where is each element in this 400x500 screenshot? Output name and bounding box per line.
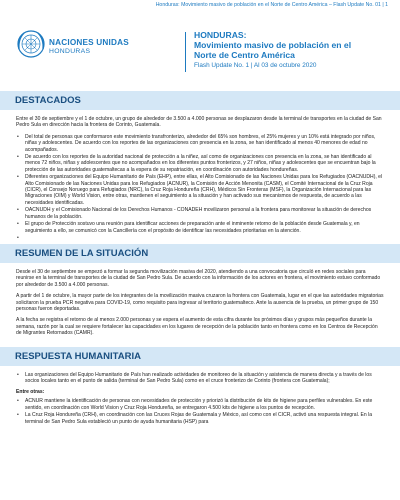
list-item: • Las organizaciones del Equipo Humanitario de País han realizado actividades de monitoreo de la situación y asistencia de manera directa y a través de los socios locales tanto en el punto de salida (terminal de San Pedro Sula) como en el cruce fronterizo de Corinto (frontera con Guatemala); xyxy=(16,372,384,385)
destacados-list xyxy=(16,134,384,234)
list-item: • La Cruz Roja Hondureña (CRH), en coordinación con las Cruces Rojas de Guatemala y México, así como con el CICR, activó una respuesta integral. En la terminal de San Pedro Sula estableció un punto de ayuda humanitaria (HSP) para xyxy=(16,412,384,425)
list-item: • Diferentes organizaciones del Equipo Humanitario de País (EHP), entre ellas, el Alto Comisionado de las Naciones Unidas para los Refugiados (OACNUDH), el Alto Comisionado de las Naciones Unidas para los Refugiados (ACNUR), la Comisión de Acción Menonita (CASM), el Comité Internacional de la Cruz Roja (CICR), el Consejo Noruego para Refugiados (NRC), la Cruz Roja Hondureña (CRH), Médicos Sin Fronteras (MSF), la Organización Internacional para las Migraciones (OIM) y World Vision, entre otras, mantienen el seguimiento a la situación y han activado sus mecanismos de respuesta, de acuerdo a las necesidades identificadas. xyxy=(16,174,384,206)
entre-otras-list xyxy=(16,398,384,425)
title-line-3: Norte de Centro América xyxy=(194,50,295,60)
section-heading-respuesta: RESPUESTA HUMANITARIA xyxy=(0,347,400,366)
list-item: • El grupo de Protección sostuvo una reunión para identificar acciones de preparación ante el inminente retorno de la población desde Guatemala y, en seguimiento a ello, se comunicó con la Cancillería con el propósito de identificar las necesidades prioritarias en la atención. xyxy=(16,221,384,234)
top-bar xyxy=(0,0,400,14)
org-country: HONDURAS xyxy=(49,48,91,55)
list-item: • De acuerdo con los reportes de la autoridad nacional de protección a la niñez, así como de organizaciones con presencia en la zona, se han identificado al menos 72 niños, niñas y adolescentes que no acompañados en los diferentes puntos fronterizos, y 27 niños, niñas y adolescentes que se encuentran bajo la protección de las autoridades guatemaltecas a la espera de su repatriación, en coordinación con autoridades hondureñas. xyxy=(16,154,384,173)
title-line-1: HONDURAS: xyxy=(194,30,247,40)
section-heading-resumen: RESUMEN DE LA SITUACIÓN xyxy=(0,244,400,263)
destacados-intro: Entre el 30 de septiembre y el 1 de octubre, un grupo de alrededor de 3.500 a 4.000 personas se desplazaron desde la terminal de transportes en la ciudad de San Pedro Sula en dirección hacia la frontera de Corinto, Guatemala. xyxy=(16,116,382,129)
list-item: • ACNUR mantiene la identificación de personas con necesidades de protección y priorizó la distribución de kits de higiene para perfiles vulnerables. En este sentido, en coordinación con World Vision y Cruz Roja Hondureña, se entregaron 4.500 kits de higiene a los puntos de recepción. xyxy=(16,398,384,411)
header-divider xyxy=(185,32,186,72)
resumen-paragraph: Desde el 30 de septiembre se empezó a formar la segunda movilización masiva del 2020, atendiendo a una convocatoria que circuló en redes sociales para reunirse en la terminal de transportes de la ciudad de San Pedro Sula. De acuerdo con la información de los actores en frontera, el movimiento estuvo conformado por alrededor de 3.500 a 4.000 personas. xyxy=(16,268,381,288)
flash-update-info: Flash Update No. 1 | Al 03 de octubre 2020 xyxy=(194,62,317,69)
list-item: • Del total de personas que conformaron este movimiento transfronterizo, alrededor del 65% son hombres, el 25% mujeres y un 10% está integrado por niños, niñas y adolescentes. De acuerdo con los reportes de las organizaciones con presencia en la zona, se han identificado al menos 40 menores de edad no acompañados. xyxy=(16,134,384,153)
respuesta-list xyxy=(16,372,384,385)
un-emblem-icon xyxy=(16,29,46,59)
title-block xyxy=(194,30,394,69)
document-header xyxy=(0,26,400,76)
list-item: • OACNUDH y el Comisionado Nacional de los Derechos Humanos - CONADEH movilizaron personal a la frontera para monitorear la situación de derechos humanos de la población. xyxy=(16,207,384,220)
title-line-2: Movimiento masivo de población en el xyxy=(194,40,352,50)
org-title: NACIONES UNIDAS xyxy=(49,38,129,47)
resumen-paragraph: A la fecha se registra el retorno de al menos 2.000 personas y se espera el aumento de esta cifra durante los próximos días y grupos más pequeños durante la semana, razón por la cual se requiere fortalecer las capacidades en los lugares de recepción de la población tanto en frontera como en los Centros de Recepción de Migrantes Retornados (CAMR). xyxy=(16,317,378,337)
resumen-paragraph: A partir del 1 de octubre, la mayor parte de los integrantes de la movilización masiva cruzaron la frontera con Guatemala, lugar en el que las autoridades migratorias solicitaron la prueba PCR negativa para COVID-19, como requisito para ingresar al territorio guatemalteco. Ante la ausencia de la prueba, un primer grupo de 150 personas fueron deportadas. xyxy=(16,293,384,312)
entre-otras-subheading: Entre otras: xyxy=(16,389,45,396)
document-body xyxy=(0,88,400,500)
organization-name xyxy=(49,38,129,55)
running-header: Honduras: Movimiento masivo de población en el Norte de Centro América – Flash Update No. 01 | 1 xyxy=(155,2,388,8)
section-heading-destacados: DESTACADOS xyxy=(0,91,400,110)
